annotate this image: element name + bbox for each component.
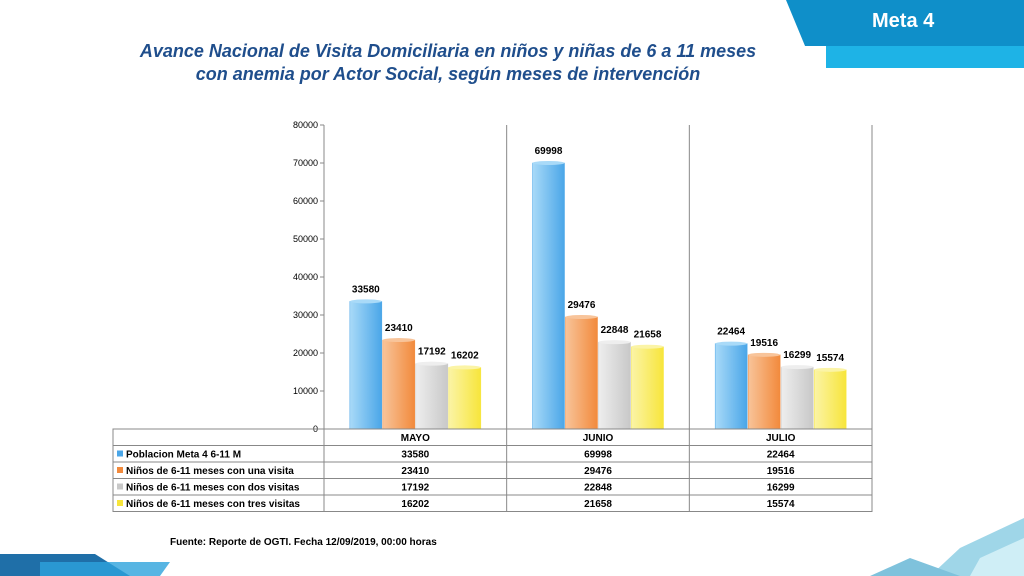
y-tick-label: 0 [312,424,318,434]
table-cell: 17192 [401,482,430,494]
x-category-label: MAYO [400,433,430,444]
bar-cap [781,365,813,369]
data-label: 19516 [750,337,779,349]
y-tick-label: 30000 [292,310,318,320]
table-cell: 22464 [766,449,795,461]
legend-swatch [117,500,123,506]
bar-cap [350,299,382,303]
data-label: 23410 [384,323,413,335]
bar-cap [814,368,846,372]
legend-entry: Niños de 6-11 meses con una visita [126,466,294,477]
meta-badge: Meta 4 [872,10,935,32]
bar-cap [632,345,664,349]
data-label: 22848 [600,325,629,337]
y-tick-label: 20000 [292,348,318,358]
bar [632,347,664,429]
table-cell: 22848 [584,482,612,494]
bar-cap [533,161,565,165]
legend-entry: Niños de 6-11 meses con dos visitas [126,482,300,494]
table-cell: 15574 [766,499,795,510]
decorative-corner-left [0,540,200,576]
bar [748,355,780,429]
bar-cap [715,342,747,346]
y-tick-label: 70000 [292,158,318,168]
x-category-label: JULIO [765,433,796,444]
bar [814,370,846,429]
bar-cap [748,353,780,357]
bar-cap [416,362,448,366]
data-label: 21658 [633,329,662,341]
x-category-label: JUNIO [582,433,614,444]
bar-cap [599,340,631,344]
data-label: 69998 [534,146,563,158]
data-label: 33580 [351,284,380,296]
bar [416,364,448,429]
source-note: Fuente: Reporte de OGTI. Fecha 12/09/2019, 00:00 horas [170,537,437,548]
y-tick-label: 50000 [292,234,318,244]
bar [781,367,813,429]
y-tick-label: 60000 [292,196,318,206]
table-cell: 69998 [584,449,612,461]
bar-cap [566,315,598,319]
data-label: 16299 [783,350,812,362]
bar [715,344,747,429]
legend-swatch [117,451,123,457]
bar-cap [383,338,415,342]
table-cell: 33580 [401,449,430,461]
bar-cap [449,365,481,369]
bar [599,342,631,429]
table-cell: 21658 [584,499,612,510]
bar [383,340,415,429]
data-label: 22464 [717,326,746,338]
data-label: 17192 [417,346,446,358]
table-cell: 19516 [766,466,795,477]
legend-swatch [117,467,123,473]
bar [449,367,481,429]
table-cell: 29476 [584,466,612,477]
table-cell: 23410 [401,466,430,477]
bar [533,163,565,429]
bar [350,301,382,429]
chart-title-line2: con anemia por Actor Social, según meses de intervención [195,64,701,84]
table-cell: 16299 [766,482,795,494]
legend-swatch [117,484,123,490]
y-tick-label: 40000 [292,272,318,282]
data-label: 16202 [450,350,479,362]
decorative-corner-right [870,518,1024,576]
legend-entry: Poblacion Meta 4 6-11 M [126,449,242,461]
table-cell: 16202 [401,499,430,510]
data-label: 15574 [816,352,845,364]
bar [566,317,598,429]
chart-title-line1: Avance Nacional de Visita Domiciliaria en niños y niñas de 6 a 11 meses [139,41,757,61]
legend-entry: Niños de 6-11 meses con tres visitas [126,499,300,510]
y-tick-label: 80000 [292,120,318,130]
data-label: 29476 [567,299,596,311]
y-tick-label: 10000 [292,386,318,396]
